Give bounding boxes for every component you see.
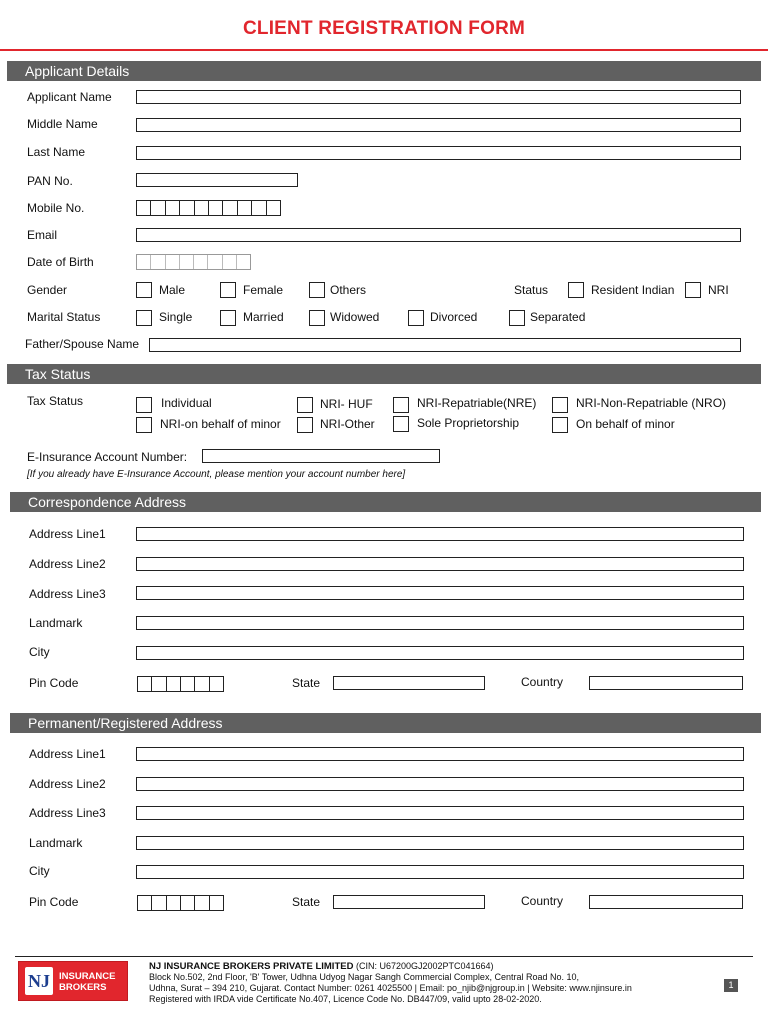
corr-line3-input[interactable] (136, 586, 744, 600)
perm-landmark-label: Landmark (29, 836, 83, 850)
applicant-details-header: Applicant Details (7, 61, 761, 81)
logo-text (59, 971, 115, 993)
corr-line1-label: Address Line1 (29, 527, 106, 541)
company-name: NJ INSURANCE BROKERS PRIVATE LIMITED (149, 961, 354, 972)
logo-line2: BROKERS (59, 982, 107, 993)
corr-line3-label: Address Line3 (29, 587, 106, 601)
perm-state-label: State (292, 895, 321, 909)
gender-male-label: Male (159, 283, 186, 297)
middle-name-label: Middle Name (27, 117, 98, 131)
footer-line3: Registered with IRDA vide Certificate No.407, Licence Code No. DB447/09, valid upto 28-02-2020. (149, 994, 542, 1004)
last-name-input[interactable] (136, 146, 741, 160)
perm-city-label: City (29, 864, 50, 878)
perm-line1-label: Address Line1 (29, 747, 106, 761)
status-nri-checkbox[interactable] (685, 282, 701, 298)
correspondence-header: Correspondence Address (10, 492, 761, 512)
applicant-name-input[interactable] (136, 90, 741, 104)
corr-city-label: City (29, 645, 50, 659)
dob-input[interactable] (136, 254, 251, 270)
perm-country-input[interactable] (589, 895, 743, 909)
footer-address (149, 961, 632, 1005)
einsurance-input[interactable] (202, 449, 440, 463)
permanent-header: Permanent/Registered Address (10, 713, 761, 733)
tax-nre-checkbox[interactable] (393, 397, 409, 413)
perm-country-label: Country (521, 894, 564, 908)
logo-mark: NJ (25, 967, 53, 995)
pan-input[interactable] (136, 173, 298, 187)
footer-divider (15, 956, 753, 957)
marital-separated-label: Separated (530, 310, 586, 324)
marital-single-checkbox[interactable] (136, 310, 152, 326)
tax-nri-other-label: NRI-Other (320, 417, 375, 431)
perm-state-input[interactable] (333, 895, 485, 909)
einsurance-label: E-Insurance Account Number: (27, 450, 188, 464)
perm-pin-label: Pin Code (29, 895, 79, 909)
corr-line2-label: Address Line2 (29, 557, 106, 571)
mobile-label: Mobile No. (27, 201, 85, 215)
email-label: Email (27, 228, 58, 242)
company-cin: (CIN: U67200GJ2002PTC041664) (353, 961, 494, 971)
tax-nri-huf-label: NRI- HUF (320, 397, 373, 411)
marital-status-label: Marital Status (27, 310, 101, 324)
footer-line1: Block No.502, 2nd Floor, 'B' Tower, Udhna Udyog Nagar Sangh Commercial Complex, Central Road No. 10, (149, 972, 579, 982)
gender-male-checkbox[interactable] (136, 282, 152, 298)
gender-others-label: Others (330, 283, 367, 297)
status-resident-label: Resident Indian (591, 283, 675, 297)
company-logo (18, 961, 128, 1001)
corr-landmark-input[interactable] (136, 616, 744, 630)
gender-label: Gender (27, 283, 68, 297)
einsurance-note: [If you already have E-Insurance Account, please mention your account number here] (27, 469, 406, 480)
corr-state-input[interactable] (333, 676, 485, 690)
marital-widowed-label: Widowed (330, 310, 380, 324)
status-resident-checkbox[interactable] (568, 282, 584, 298)
footer-line2: Udhna, Surat – 394 210, Gujarat. Contact Number: 0261 4025500 | Email: po_njib@njgroup.in | Website: www.njinsure.in (149, 983, 632, 993)
father-spouse-label: Father/Spouse Name (25, 337, 140, 351)
marital-divorced-label: Divorced (430, 310, 478, 324)
dob-label: Date of Birth (27, 255, 94, 269)
tax-individual-checkbox[interactable] (136, 397, 152, 413)
tax-status-label: Tax Status (27, 394, 84, 408)
tax-nri-huf-checkbox[interactable] (297, 397, 313, 413)
tax-nri-minor-checkbox[interactable] (136, 417, 152, 433)
page-title: CLIENT REGISTRATION FORM (242, 18, 526, 39)
tax-nri-other-checkbox[interactable] (297, 417, 313, 433)
corr-landmark-label: Landmark (29, 616, 83, 630)
tax-individual-label: Individual (161, 396, 212, 410)
logo-line1: INSURANCE (59, 971, 116, 982)
tax-nri-minor-label: NRI-on behalf of minor (160, 417, 281, 431)
marital-married-checkbox[interactable] (220, 310, 236, 326)
perm-line2-label: Address Line2 (29, 777, 106, 791)
email-input[interactable] (136, 228, 741, 242)
tax-minor-checkbox[interactable] (552, 417, 568, 433)
marital-divorced-checkbox[interactable] (408, 310, 424, 326)
title-divider (0, 49, 768, 51)
tax-status-header: Tax Status (7, 364, 761, 384)
marital-single-label: Single (159, 310, 193, 324)
marital-widowed-checkbox[interactable] (309, 310, 325, 326)
page-number: 1 (724, 979, 738, 992)
corr-city-input[interactable] (136, 646, 744, 660)
corr-line2-input[interactable] (136, 557, 744, 571)
tax-nro-checkbox[interactable] (552, 397, 568, 413)
last-name-label: Last Name (27, 145, 86, 159)
gender-female-checkbox[interactable] (220, 282, 236, 298)
perm-landmark-input[interactable] (136, 836, 744, 850)
middle-name-input[interactable] (136, 118, 741, 132)
perm-line2-input[interactable] (136, 777, 744, 791)
tax-nre-label: NRI-Repatriable(NRE) (417, 396, 537, 410)
gender-female-label: Female (243, 283, 284, 297)
marital-married-label: Married (243, 310, 284, 324)
corr-line1-input[interactable] (136, 527, 744, 541)
perm-pin-input[interactable] (137, 895, 224, 911)
tax-minor-label: On behalf of minor (576, 417, 675, 431)
perm-city-input[interactable] (136, 865, 744, 879)
corr-pin-label: Pin Code (29, 676, 79, 690)
father-spouse-input[interactable] (149, 338, 741, 352)
gender-others-checkbox[interactable] (309, 282, 325, 298)
perm-line1-input[interactable] (136, 747, 744, 761)
status-label: Status (514, 283, 549, 297)
applicant-name-label: Applicant Name (27, 90, 112, 104)
tax-sole-prop-label: Sole Proprietorship (417, 416, 520, 430)
status-nri-label: NRI (708, 283, 729, 297)
marital-separated-checkbox[interactable] (509, 310, 525, 326)
perm-line3-input[interactable] (136, 806, 744, 820)
mobile-input[interactable] (136, 200, 281, 216)
corr-state-label: State (292, 676, 321, 690)
corr-country-label: Country (521, 675, 564, 689)
corr-pin-input[interactable] (137, 676, 224, 692)
perm-line3-label: Address Line3 (29, 806, 106, 820)
tax-sole-prop-checkbox[interactable] (393, 416, 409, 432)
pan-label: PAN No. (27, 174, 73, 188)
corr-country-input[interactable] (589, 676, 743, 690)
tax-nro-label: NRI-Non-Repatriable (NRO) (576, 396, 727, 410)
